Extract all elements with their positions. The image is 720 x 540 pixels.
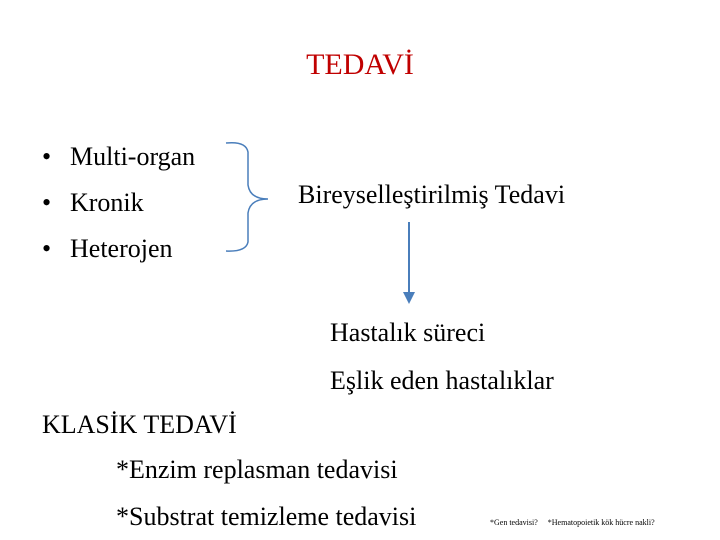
- note-gene-therapy: *Gen tedavisi?: [490, 518, 538, 527]
- bullet-text: Kronik: [70, 188, 144, 217]
- down-arrow-head: [403, 292, 415, 304]
- factor-disease-process: Hastalık süreci: [330, 318, 486, 347]
- classic-item-enzyme: *Enzim replasman tedavisi: [116, 455, 398, 484]
- note-stem-cell: *Hematopoietik kök hücre nakli?: [547, 518, 655, 527]
- slide-title: TEDAVİ: [306, 48, 414, 81]
- bullet-text: Multi-organ: [70, 142, 196, 171]
- classic-item-substrate: *Substrat temizleme tedavisi: [116, 502, 417, 531]
- bullet-marker: •: [42, 234, 52, 263]
- factor-comorbidities: Eşlik eden hastalıklar: [330, 366, 554, 395]
- grouping-bracket: [226, 143, 268, 251]
- bullet-marker: •: [42, 188, 52, 217]
- personalized-treatment-label: Bireyselleştirilmiş Tedavi: [298, 180, 566, 209]
- bullet-marker: •: [42, 142, 52, 171]
- classic-treatment-heading: KLASİK TEDAVİ: [42, 410, 237, 439]
- bullet-text: Heterojen: [70, 234, 173, 263]
- small-notes: [490, 518, 665, 527]
